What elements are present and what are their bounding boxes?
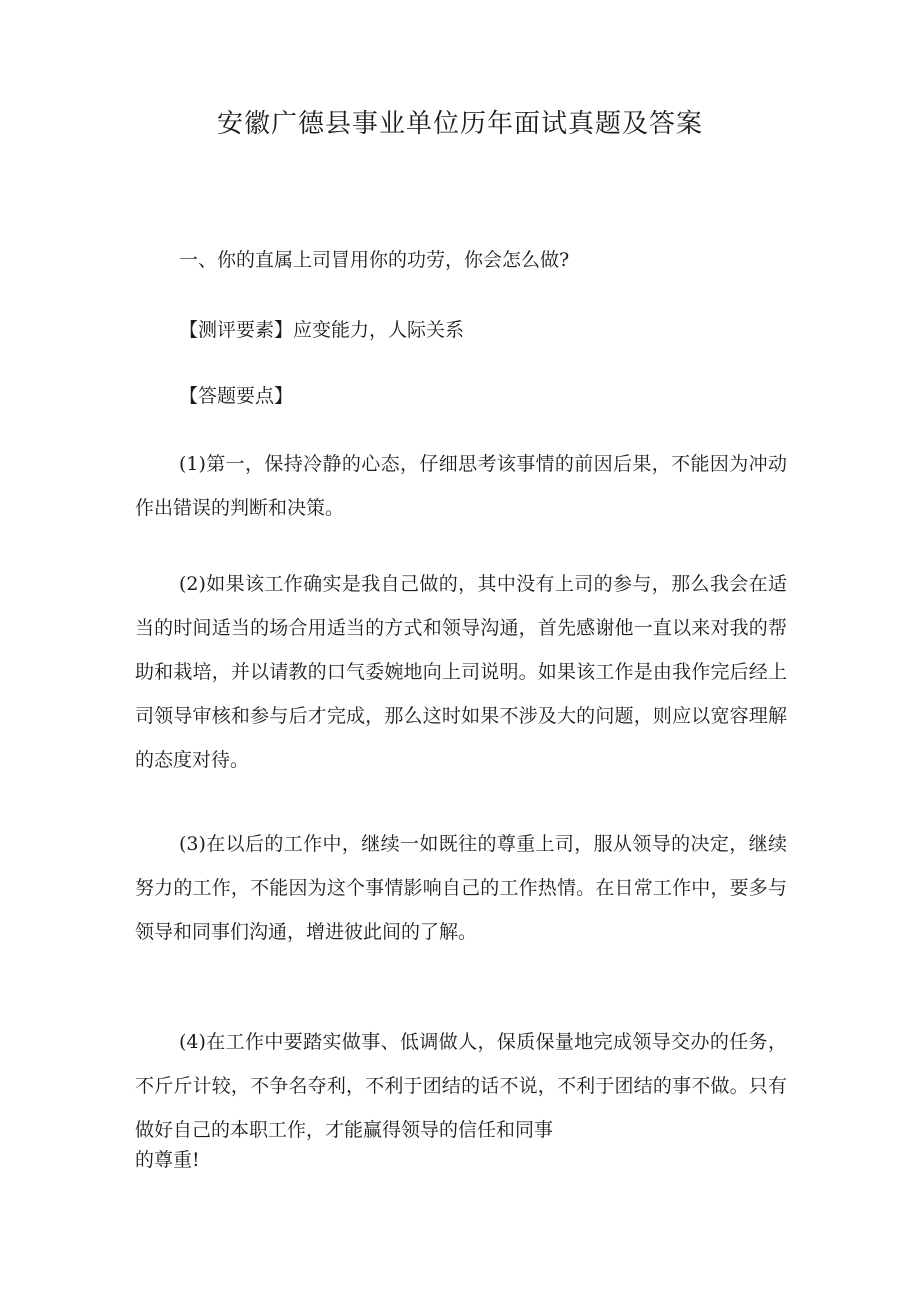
evaluation-elements: 【测评要素】应变能力，人际关系	[179, 319, 465, 341]
answer-point-2: (2)如果该工作确实是我自己做的，其中没有上司的参与，那么我会在适当的时间适当的场合用适当的方式和领导沟通，首先感谢他一直以来对我的帮助和栽培，并以请教的口气委婉地向上司说明。如果该工作是由我作完后经上司领导审核和参与后才完成，那么这时如果不涉及大的问题，则应以宽容理解的态度对待。	[135, 573, 787, 771]
question-text: 一、你的直属上司冒用你的功劳，你会怎么做?	[179, 249, 570, 271]
answer-point-4: (4)在工作中要踏实做事、低调做人，保质保量地完成领导交办的任务，不斤斤计较，不争名夺利，不利于团结的话不说，不利于团结的事不做。只有做好自己的本职工作，才能赢得领导的信任和同事	[135, 1031, 787, 1141]
answer-point-4-continuation: 的尊重!	[135, 1149, 200, 1171]
answer-heading: 【答题要点】	[179, 385, 294, 407]
document-title: 安徽广德县事业单位历年面试真题及答案	[216, 109, 703, 139]
answer-point-3: (3)在以后的工作中，继续一如既往的尊重上司，服从领导的决定，继续努力的工作，不能因为这个事情影响自己的工作热情。在日常工作中，要多与领导和同事们沟通，增进彼此间的了解。	[135, 833, 787, 943]
answer-point-1: (1)第一，保持冷静的心态，仔细思考该事情的前因后果，不能因为冲动作出错误的判断和决策。	[135, 453, 787, 519]
